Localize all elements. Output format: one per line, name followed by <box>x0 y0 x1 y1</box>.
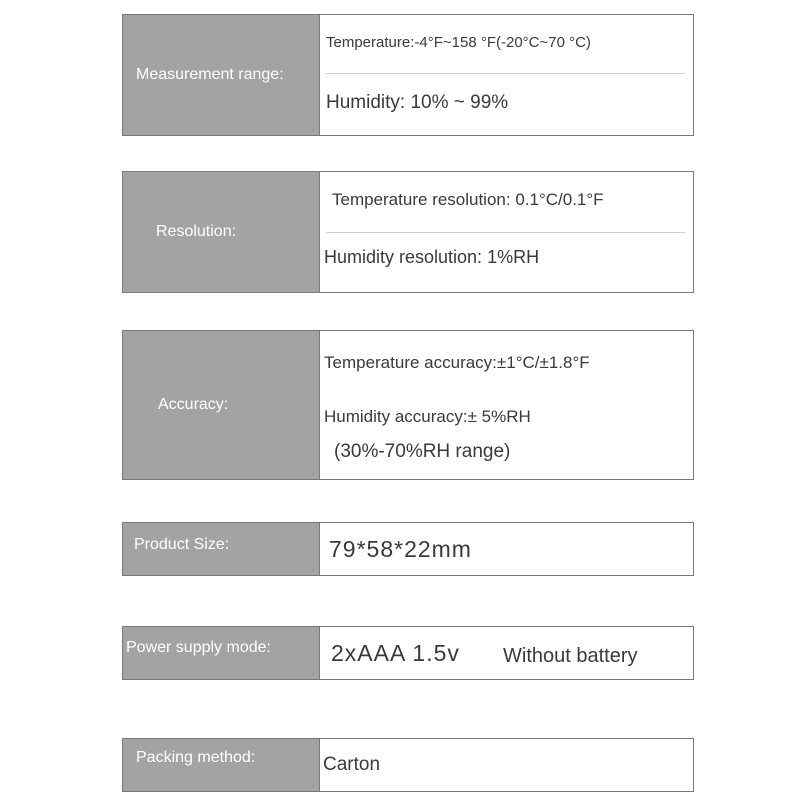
spec-value <box>320 627 693 679</box>
spec-row-product-size <box>122 522 694 576</box>
humidity-accuracy-range-text: (30%-70%RH range) <box>334 441 511 462</box>
packing-method-text: Carton <box>323 754 381 775</box>
spec-label: Accuracy: <box>123 331 320 479</box>
spec-row-measurement-range <box>122 14 694 136</box>
spec-value <box>320 331 693 479</box>
spec-value <box>320 739 693 791</box>
spec-value <box>320 523 693 575</box>
spec-label: Resolution: <box>123 172 320 292</box>
spec-value <box>320 172 693 292</box>
spec-label: Packing method: <box>123 739 320 791</box>
spec-label: Measurement range: <box>123 15 320 135</box>
battery-type-text: 2xAAA 1.5v <box>331 640 460 666</box>
spec-row-accuracy <box>122 330 694 480</box>
humidity-accuracy-text: Humidity accuracy:± 5%RH <box>324 407 531 426</box>
temperature-accuracy-text: Temperature accuracy:±1°C/±1.8°F <box>324 353 590 372</box>
divider <box>326 73 685 74</box>
humidity-range-text: Humidity: 10% ~ 99% <box>326 92 509 113</box>
battery-note-text: Without battery <box>503 645 638 667</box>
spec-row-resolution <box>122 171 694 293</box>
spec-row-packing-method <box>122 738 694 792</box>
spec-label: Power supply mode: <box>123 627 320 679</box>
divider <box>326 232 685 233</box>
temperature-resolution-text: Temperature resolution: 0.1°C/0.1°F <box>332 190 604 209</box>
temperature-range-text: Temperature:-4°F~158 °F(-20°C~70 °C) <box>326 34 591 51</box>
spec-label: Product Size: <box>123 523 320 575</box>
product-size-text: 79*58*22mm <box>329 536 472 562</box>
humidity-resolution-text: Humidity resolution: 1%RH <box>324 247 540 267</box>
spec-value <box>320 15 693 135</box>
spec-row-power-supply <box>122 626 694 680</box>
